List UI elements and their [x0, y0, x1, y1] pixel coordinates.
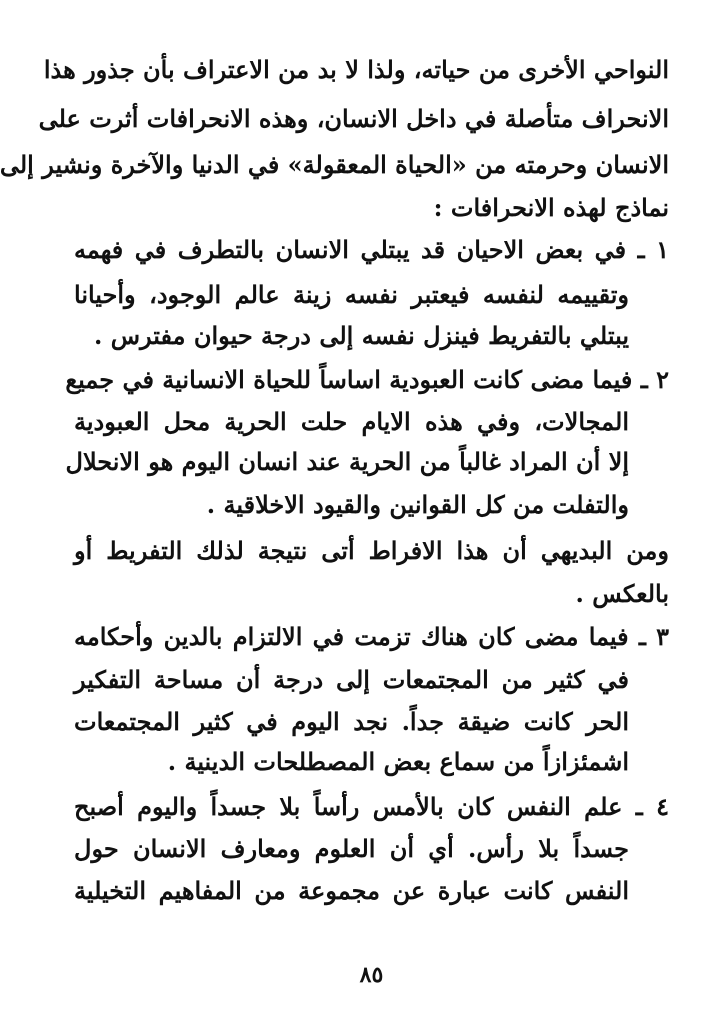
text-line: النواحي الأخرى من حياته، ولذا لا بد من الاعتراف بأن جذور هذا — [43, 55, 669, 84]
text-line: الانسان وحرمته من «الحياة المعقولة» في الدنيا والآخرة ونشير إلى — [0, 150, 669, 179]
text-line: الانحراف متأصلة في داخل الانسان، وهذه الانحرافات أثرت على — [38, 104, 669, 133]
list-item-2-line: ٢ ـ فيما مضى كانت العبودية اساساً للحياة الانسانية في جميع — [65, 365, 669, 394]
list-item-2-line: المجالات، وفي هذه الايام حلت الحرية محل العبودية — [74, 407, 629, 436]
list-item-1-line: وتقييمه لنفسه فيعتبر نفسه زينة عالم الوجود، وأحيانا — [74, 280, 629, 309]
text-line: بالعكس . — [575, 579, 669, 608]
list-item-3-line: في كثير من المجتمعات إلى درجة أن مساحة التفكير — [74, 665, 629, 694]
list-item-1-line: يبتلي بالتفريط فينزل نفسه إلى درجة حيوان مفترس . — [94, 321, 629, 350]
list-item-4-line: النفس كانت عبارة عن مجموعة من المفاهيم التخيلية — [74, 876, 629, 905]
list-item-2-line: إلا أن المراد غالباً من الحرية عند انسان اليوم هو الانحلال — [65, 447, 629, 476]
list-item-3-line: ٣ ـ فيما مضى كان هناك تزمت في الالتزام بالدين وأحكامه — [74, 622, 669, 651]
text-line: نماذج لهذه الانحرافات : — [433, 193, 669, 222]
list-item-2-line: والتفلت من كل القوانين والقيود الاخلاقية . — [206, 490, 629, 519]
page-number: ٨٥ — [359, 962, 384, 988]
list-item-4-line: جسداً بلا رأس. أي أن العلوم ومعارف الانسان حول — [74, 834, 629, 863]
text-line: ومن البديهي أن هذا الافراط أتى نتيجة لذلك التفريط أو — [74, 536, 669, 565]
list-item-1-line: ١ ـ في بعض الاحيان قد يبتلي الانسان بالتطرف في فهمه — [74, 235, 669, 264]
list-item-3-line: اشمئزازاً من سماع بعض المصطلحات الدينية . — [167, 747, 629, 776]
list-item-4-line: ٤ ـ علم النفس كان بالأمس رأساً بلا جسداً واليوم أصبح — [74, 792, 669, 821]
list-item-3-line: الحر كانت ضيقة جداً. نجد اليوم في كثير المجتمعات — [74, 707, 629, 736]
